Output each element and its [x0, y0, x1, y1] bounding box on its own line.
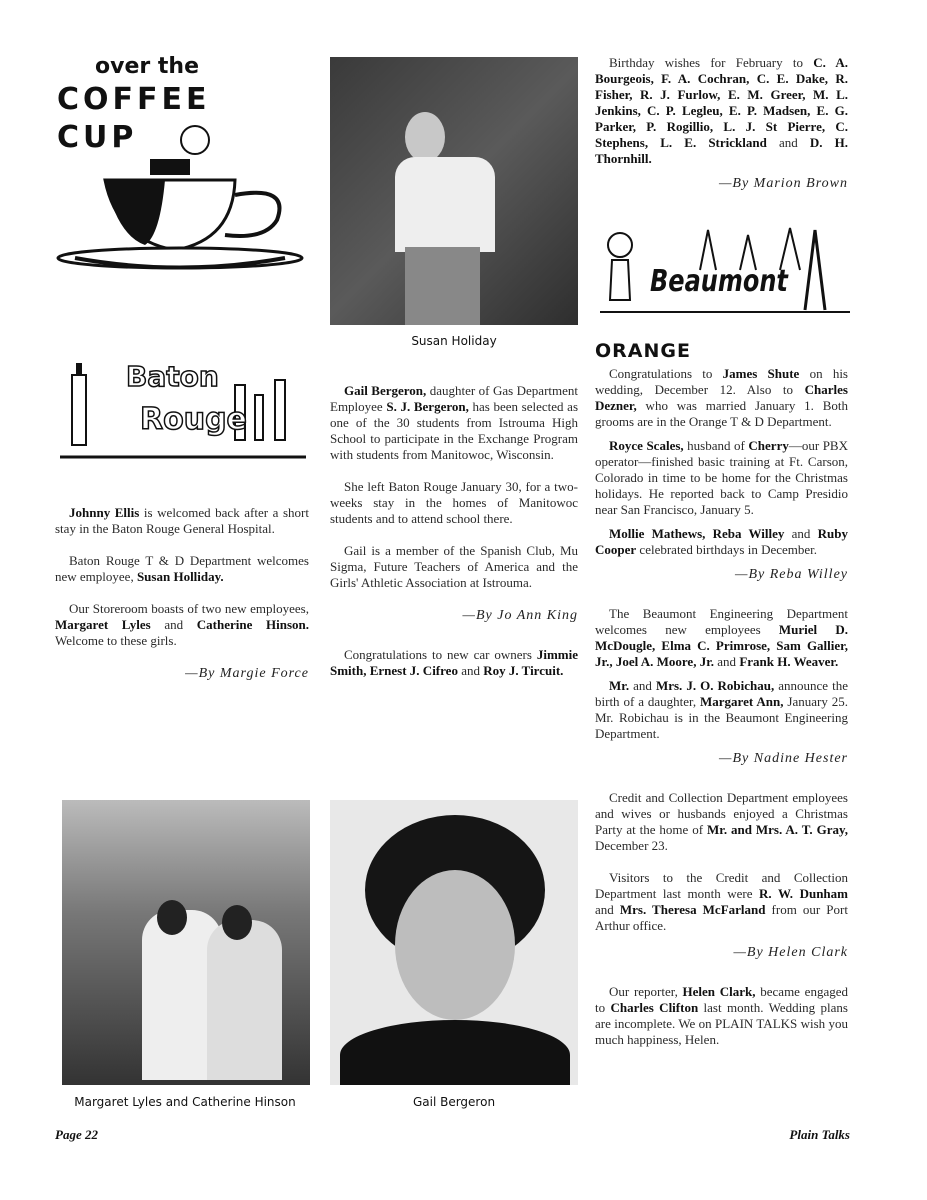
bold-name: Roy J. Tircuit.: [483, 663, 564, 678]
paragraph: [55, 505, 309, 537]
orange-paragraphs: [595, 366, 848, 558]
byline-reba-willey: —By Reba Willey: [735, 567, 848, 582]
text-run: on his wedding, December 12. Also to: [595, 366, 848, 397]
byline-helen-clark: —By Helen Clark: [733, 945, 848, 960]
engagement-paragraph: [595, 984, 848, 1048]
bold-name: Cherry: [748, 438, 789, 453]
text-run: daughter of Gas Department Employee: [330, 383, 578, 414]
text-run: and: [629, 678, 656, 693]
bold-name: Helen Clark,: [682, 984, 756, 999]
byline-jo-ann-king: —By Jo Ann King: [462, 608, 578, 623]
bold-name: Johnny Ellis: [69, 505, 140, 520]
byline-marion-brown: —By Marion Brown: [718, 176, 848, 191]
bold-name: James Shute: [722, 366, 800, 381]
text-run: Visitors to the Credit and Collection Department last month were: [595, 870, 848, 901]
text-run: who was married January 1. Both grooms are in the Orange T & D Department.: [595, 398, 848, 429]
column-1-text: [55, 505, 309, 705]
byline-margie-force: —By Margie Force: [185, 666, 309, 681]
bold-name: Mr. and Mrs. A. T. Gray,: [706, 822, 849, 837]
text-run: and: [766, 135, 810, 150]
paragraph: [330, 383, 578, 463]
bold-name: Mollie Mathews, Reba Willey: [609, 526, 785, 541]
bold-name: Mrs. Theresa McFarland: [619, 902, 766, 917]
text-run: Our Storeroom boasts of two new employees,: [69, 601, 309, 616]
bold-name: Charles Clifton: [610, 1000, 699, 1015]
text-run: last month. Wedding plans are incomplete. We on PLAIN TALKS wish you much happiness, Helen.: [595, 1000, 848, 1047]
photo-susan-holiday: [330, 57, 578, 325]
text-run: She left Baton Rouge January 30, for a two-weeks stay in the homes of Manitowoc students and to attend school there.: [330, 479, 578, 526]
bold-name: C. A. Bourgeois, F. A. Cochran, C. E. Dake, R. Fisher, R. J. Furlow, E. M. Greer, M. L. Jenkins, C. P. Legleu, E. P. Madsen, E. G. Parker, P. Rogillio, L. J. St Pierre, C. Stephens, L. E. Strickland: [595, 55, 848, 150]
column-2-text: [330, 383, 578, 695]
paragraph: [595, 438, 848, 518]
paragraph: [330, 479, 578, 527]
caption-margaret-catherine: Margaret Lyles and Catherine Hinson: [74, 1095, 296, 1109]
text-run: Welcome to these girls.: [55, 633, 177, 648]
text-run: and: [784, 526, 818, 541]
paragraph: [330, 647, 578, 679]
bold-name: D. H. Thornhill.: [595, 135, 849, 166]
beaumont-logo: [600, 220, 850, 315]
bold-name: Jimmie Smith, Ernest J. Cifreo: [330, 647, 578, 678]
text-run: celebrated birthdays in December.: [636, 542, 818, 557]
bold-name: Charles Dezner,: [595, 382, 848, 413]
beaumont-logo-text: Beaumont: [650, 264, 788, 299]
coffee-cup-logo: [55, 55, 307, 270]
col2-car-owners: [330, 647, 578, 679]
credit-paragraphs: [595, 790, 848, 934]
baton-rouge-logo: [60, 355, 306, 460]
text-run: Our reporter,: [609, 984, 683, 999]
text-run: announce the birth of a daughter,: [595, 678, 848, 709]
logo-line-cup: CUP: [57, 120, 138, 155]
bold-name: R. W. Dunham: [759, 886, 848, 901]
text-run: has been selected as one of the 30 students from Istrouma High School to participate in the Exchange Program with students from Manitowoc, Wisconsin.: [330, 399, 578, 462]
text-run: and: [150, 617, 197, 632]
bold-name: Mr.: [609, 678, 630, 693]
engineering-paragraphs: [595, 606, 848, 742]
photo-gail-bergeron: [330, 800, 578, 1085]
text-run: —our PBX operator—finished basic training at Ft. Carson, Colorado in time to be home for the Christmas holidays. He reported back to Camp Presidio near San Francisco, January 5.: [595, 438, 848, 517]
paragraph: [595, 870, 848, 934]
text-run: from our Port Arthur office.: [595, 902, 848, 933]
bold-name: Catherine Hinson.: [196, 617, 309, 632]
bold-name: S. J. Bergeron,: [386, 399, 469, 414]
column-3-top: [595, 55, 848, 215]
text-run: The Beaumont Engineering Department welcomes new employees: [595, 606, 848, 637]
birthday-paragraph: [595, 55, 848, 167]
text-run: and: [595, 902, 620, 917]
paragraph: [595, 678, 848, 742]
baton-rouge-logo-line2: Rouge: [140, 402, 247, 437]
paragraph: [330, 543, 578, 591]
paragraph: [595, 790, 848, 854]
logo-line-over-the: over the: [95, 54, 199, 79]
bold-name: Ruby Cooper: [595, 526, 848, 557]
paragraph: [595, 606, 848, 670]
text-run: Credit and Collection Department employees and wives or husbands enjoyed a Christmas Party at the home of: [595, 790, 848, 837]
bold-name: Gail Bergeron,: [344, 383, 427, 398]
baton-rouge-logo-line1: Baton: [126, 360, 219, 393]
byline-nadine-hester: —By Nadine Hester: [719, 751, 848, 766]
caption-gail-bergeron: Gail Bergeron: [412, 1095, 496, 1109]
bold-name: Royce Scales,: [609, 438, 684, 453]
text-run: Birthday wishes for February to: [609, 55, 814, 70]
bold-name: Margaret Lyles: [55, 617, 151, 632]
text-run: Congratulations to: [609, 366, 723, 381]
text-run: Congratulations to new car owners: [344, 647, 537, 662]
text-run: January 25. Mr. Robichau is in the Beaumont Engineering Department.: [595, 694, 848, 741]
paragraph: [55, 553, 309, 585]
paragraph: [595, 366, 848, 430]
section-heading-orange: ORANGE: [595, 340, 691, 362]
logo-line-coffee: COFFEE: [57, 82, 211, 117]
text-run: husband of: [683, 438, 749, 453]
page-number: Page 22: [55, 1127, 98, 1142]
text-run: and: [457, 663, 484, 678]
col1-paragraphs: [55, 505, 309, 649]
bold-name: Mrs. J. O. Robichau,: [655, 678, 775, 693]
magazine-name: Plain Talks: [789, 1127, 850, 1142]
text-run: Baton Rouge T & D Department welcomes new employee,: [55, 553, 309, 584]
text-run: Gail is a member of the Spanish Club, Mu Sigma, Future Teachers of America and the Girls' Athletic Association at Istrouma.: [330, 543, 578, 590]
column-3-orange: [595, 340, 848, 1064]
caption-susan-holiday: Susan Holiday: [411, 334, 497, 348]
paragraph: [595, 526, 848, 558]
text-run: December 23.: [595, 838, 668, 853]
col2-paragraphs: [330, 383, 578, 591]
text-run: became engaged to: [595, 984, 848, 1015]
paragraph: [595, 984, 848, 1048]
photo-margaret-lyles-catherine-hinson: [62, 800, 310, 1085]
bold-name: Muriel D. McDougle, Elma C. Primrose, Sam Gallier, Jr., Joel A. Moore, Jr.: [595, 622, 849, 669]
paragraph: [55, 601, 309, 649]
text-run: is welcomed back after a short stay in the Baton Rouge General Hospital.: [55, 505, 309, 536]
bold-name: Frank H. Weaver.: [739, 654, 839, 669]
bold-name: Susan Holliday.: [136, 569, 224, 584]
text-run: and: [714, 654, 740, 669]
bold-name: Margaret Ann,: [700, 694, 784, 709]
